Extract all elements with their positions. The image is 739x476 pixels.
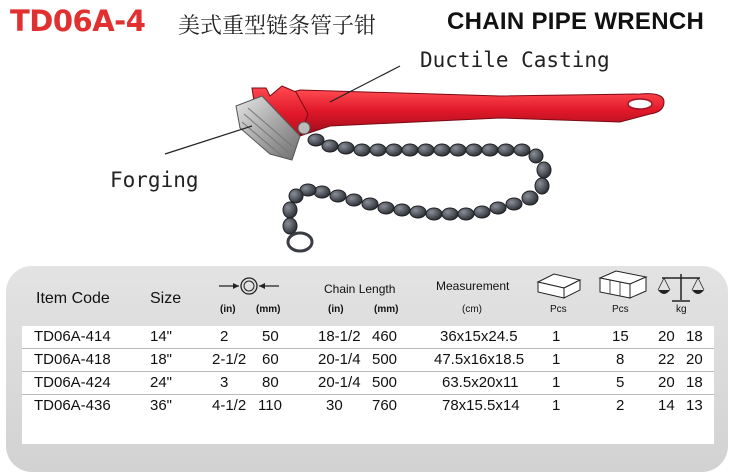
forging-label: Forging — [110, 168, 199, 192]
table-row — [22, 326, 714, 349]
pipe-diameter-icon — [217, 275, 281, 297]
item-code-cell: TD06A-418 — [34, 351, 111, 368]
chain-in-cell: 20-1/4 — [318, 374, 361, 391]
measurement-cell: 36x15x24.5 — [440, 328, 518, 345]
net-weight-cell: 20 — [686, 351, 703, 368]
header-pcs-carton: Pcs — [612, 304, 629, 315]
net-weight-cell: 13 — [686, 397, 703, 414]
chinese-title: 美式重型链条管子钳 — [178, 14, 377, 39]
size-cell: 24" — [150, 374, 173, 391]
item-code-cell: TD06A-436 — [34, 397, 111, 414]
header-chain-mm: (mm) — [374, 304, 399, 315]
pcs-inner-cell: 1 — [552, 397, 561, 414]
header-chain-in: (in) — [328, 304, 344, 315]
chain-end-ring — [288, 233, 312, 251]
table-row — [22, 349, 714, 372]
header-measurement: Measurement — [436, 279, 510, 293]
header-item-code: Item Code — [36, 290, 110, 307]
pipe-mm-cell: 50 — [262, 328, 279, 345]
pipe-in-cell: 2 — [220, 328, 229, 345]
single-box-icon — [534, 270, 584, 300]
chain-mm-cell: 500 — [372, 374, 398, 391]
header-pipe-mm: (mm) — [256, 304, 281, 315]
chain-wrench-image — [0, 44, 739, 270]
table-row — [22, 395, 714, 417]
chain-in-cell: 30 — [326, 397, 343, 414]
header-pcs-inner: Pcs — [550, 304, 567, 315]
table-body — [22, 326, 714, 444]
header-measurement-unit: (cm) — [462, 304, 482, 315]
page-header — [0, 0, 739, 44]
gross-weight-cell: 14 — [658, 397, 675, 414]
net-weight-cell: 18 — [686, 374, 703, 391]
item-code-cell: TD06A-414 — [34, 328, 111, 345]
chain-mm-cell: 760 — [372, 397, 398, 414]
model-number: TD06A-4 — [10, 4, 146, 38]
pivot-bolt — [298, 122, 310, 134]
pcs-carton-cell: 2 — [616, 397, 625, 414]
size-cell: 14" — [150, 328, 173, 345]
gross-weight-cell: 20 — [658, 374, 675, 391]
pipe-mm-cell: 60 — [262, 351, 279, 368]
ductile-casting-label: Ductile Casting — [420, 48, 610, 72]
pipe-mm-cell: 80 — [262, 374, 279, 391]
forging-callout-line — [165, 126, 252, 154]
product-photo — [0, 44, 739, 270]
measurement-cell: 63.5x20x11 — [442, 374, 519, 391]
chain-mm-cell: 500 — [372, 351, 398, 368]
wrench-chain — [283, 134, 551, 234]
pcs-carton-cell: 5 — [616, 374, 625, 391]
spec-table — [6, 266, 728, 472]
pcs-inner-cell: 1 — [552, 374, 561, 391]
chain-mm-cell: 460 — [372, 328, 398, 345]
chain-in-cell: 18-1/2 — [318, 328, 361, 345]
size-cell: 36" — [150, 397, 173, 414]
header-pipe-in: (in) — [220, 304, 236, 315]
size-cell: 18" — [150, 351, 173, 368]
scale-icon — [656, 270, 706, 304]
pcs-inner-cell: 1 — [552, 328, 561, 345]
header-chain-length: Chain Length — [324, 282, 396, 296]
pipe-in-cell: 2-1/2 — [212, 351, 247, 368]
handle-hang-hole — [628, 99, 652, 109]
measurement-cell: 47.5x16x18.5 — [434, 351, 525, 368]
pipe-mm-cell: 110 — [258, 397, 282, 414]
gross-weight-cell: 22 — [658, 351, 675, 368]
pcs-carton-cell: 8 — [616, 351, 625, 368]
carton-icon — [596, 268, 650, 300]
english-title: CHAIN PIPE WRENCH — [447, 8, 705, 35]
pipe-in-cell: 4-1/2 — [212, 397, 247, 414]
pipe-in-cell: 3 — [220, 374, 229, 391]
net-weight-cell: 18 — [686, 328, 703, 345]
table-row — [22, 372, 714, 395]
pcs-carton-cell: 15 — [612, 328, 629, 345]
chain-in-cell: 20-1/4 — [318, 351, 361, 368]
header-kg: kg — [676, 304, 687, 315]
header-size: Size — [150, 290, 182, 307]
pcs-inner-cell: 1 — [552, 351, 561, 368]
gross-weight-cell: 20 — [658, 328, 675, 345]
item-code-cell: TD06A-424 — [34, 374, 111, 391]
measurement-cell: 78x15.5x14 — [442, 397, 520, 414]
